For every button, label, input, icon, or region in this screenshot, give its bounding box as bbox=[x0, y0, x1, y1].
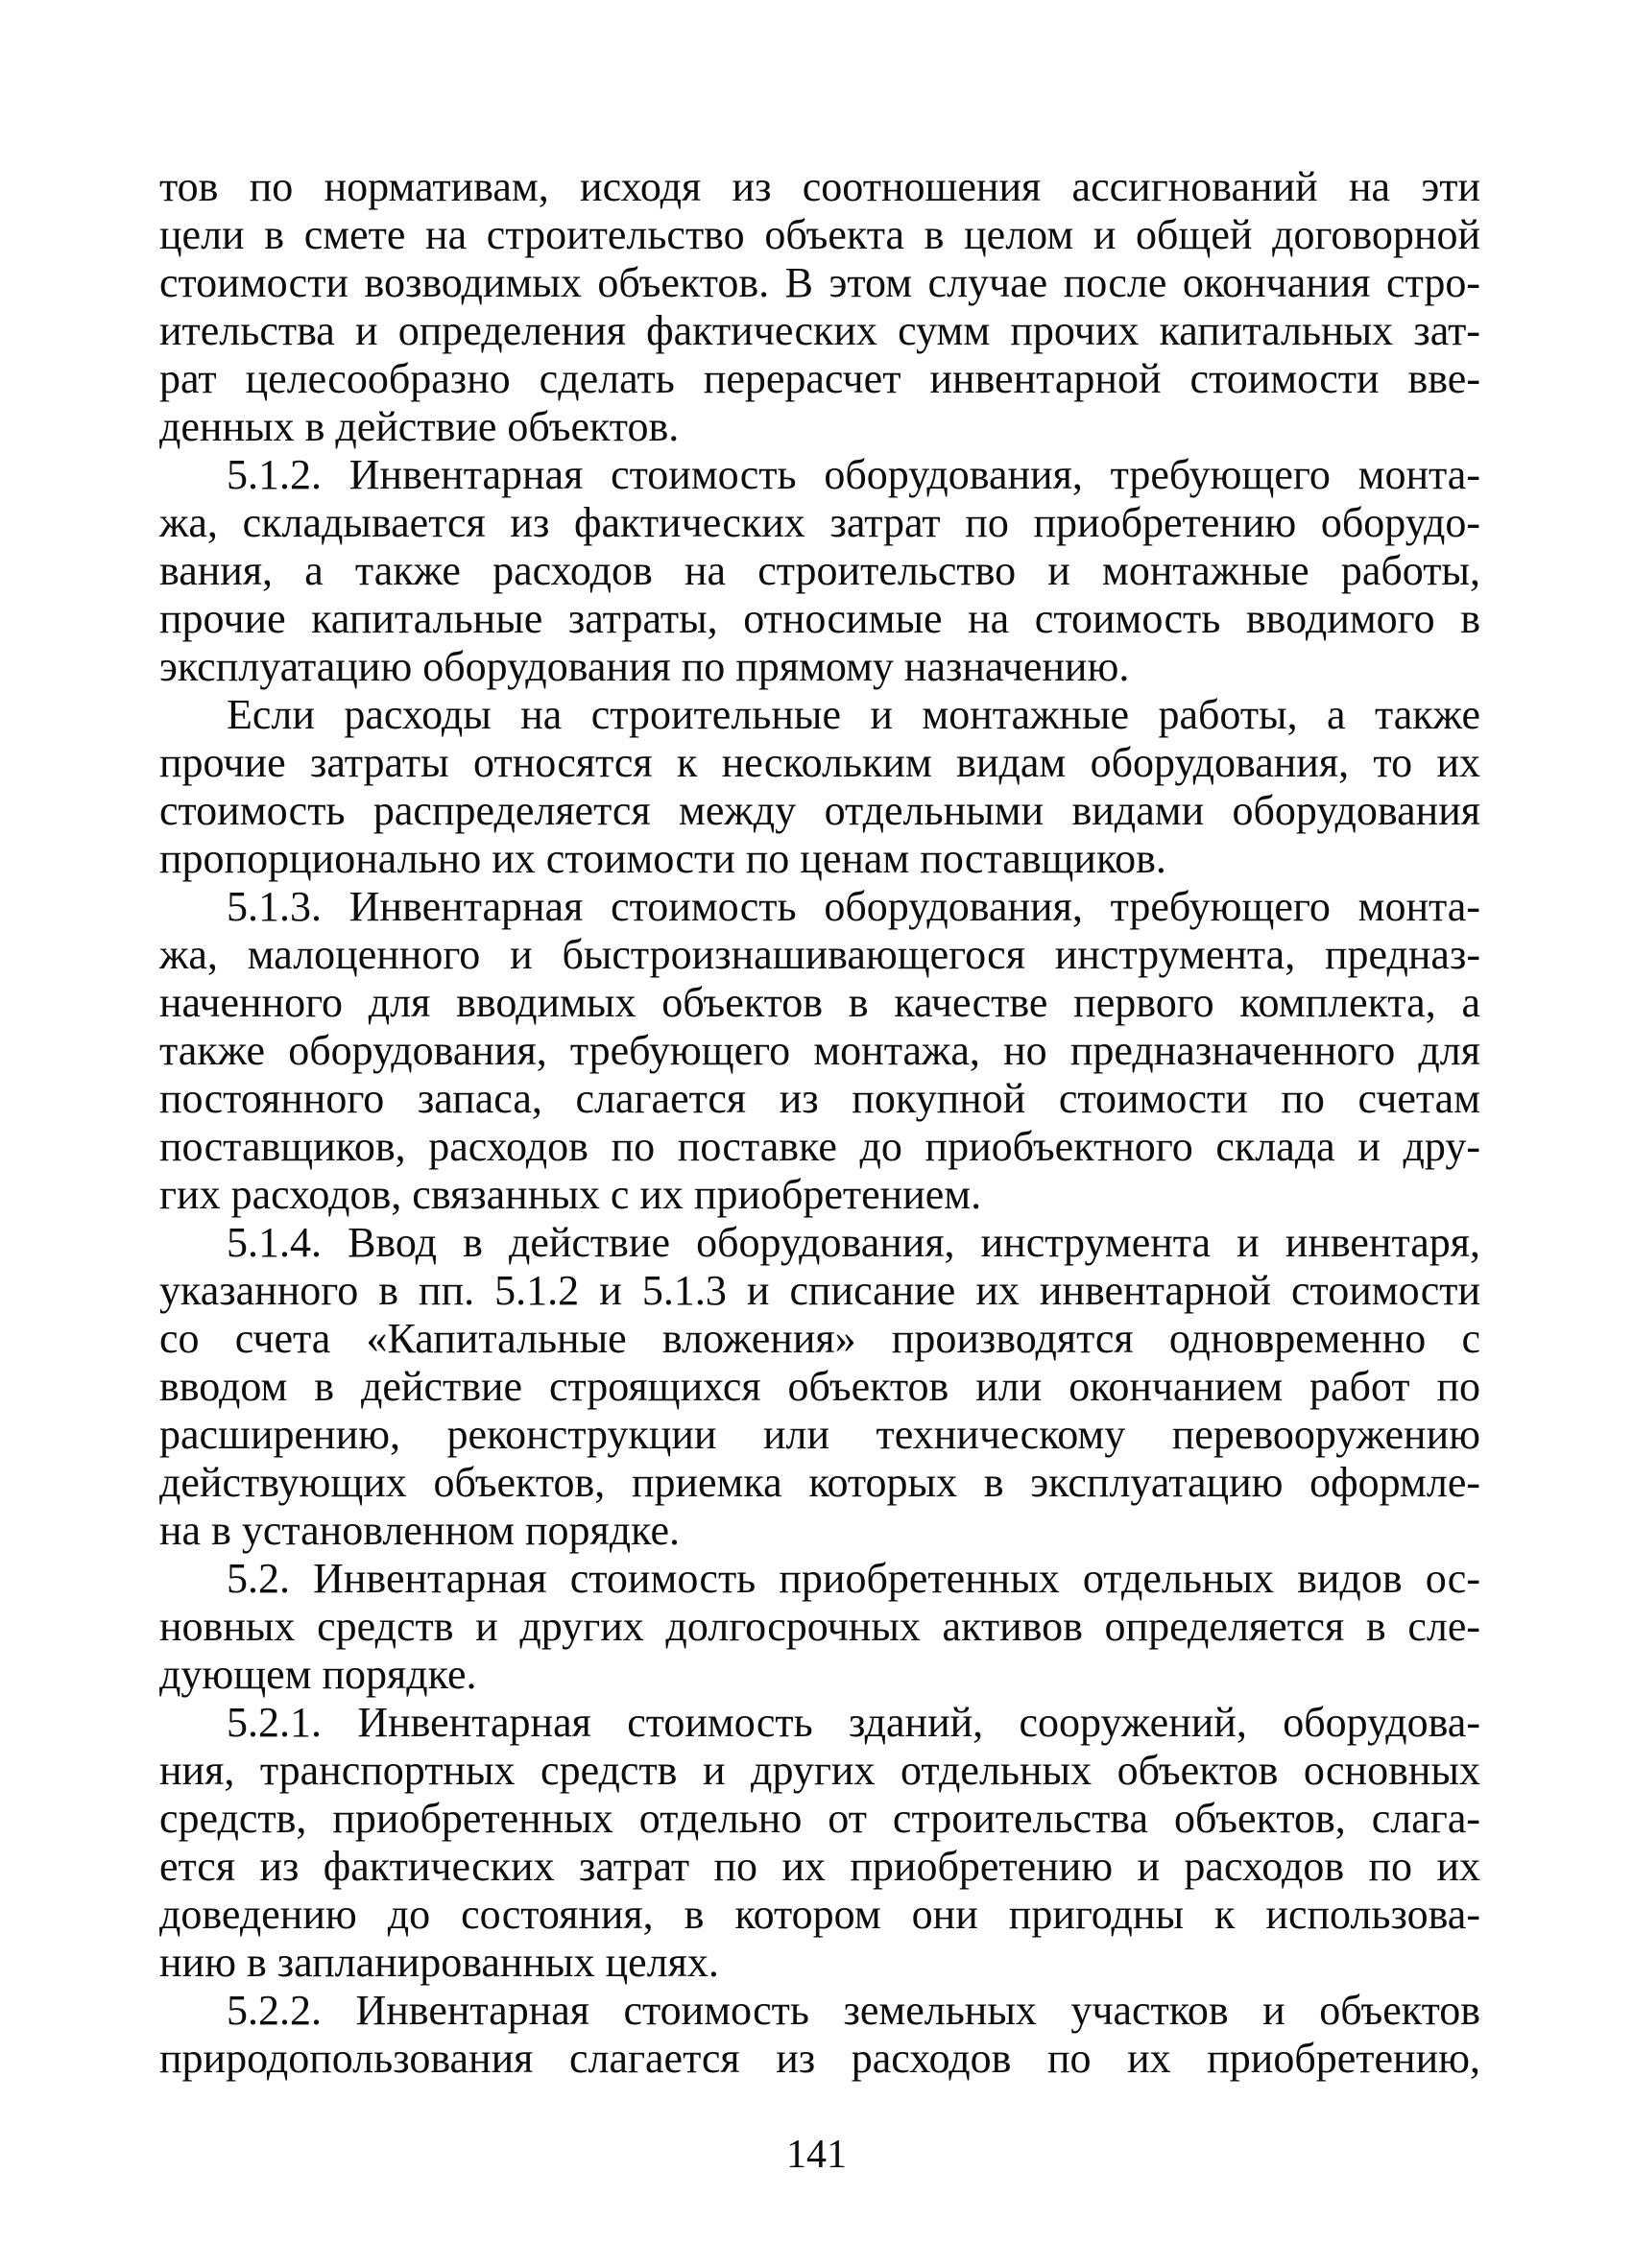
paragraph-5-1-4 bbox=[159, 1219, 1480, 1555]
page-body bbox=[159, 163, 1480, 2083]
text-line: ется из фактических затрат по их приобретению и расходов по их bbox=[159, 1843, 1480, 1890]
text-line: со счета «Капитальные вложения» производятся одновременно с bbox=[159, 1315, 1480, 1362]
text-line: на в установленном порядке. bbox=[159, 1507, 680, 1554]
paragraph-5-1-2 bbox=[159, 451, 1480, 691]
text-line: вводом в действие строящихся объектов или окончанием работ по bbox=[159, 1363, 1480, 1410]
page-number: 141 bbox=[786, 2133, 847, 2177]
text-line: 5.2.2. Инвентарная стоимость земельных участков и объектов bbox=[227, 1987, 1480, 2034]
text-line: жа, малоценного и быстроизнашивающегося инструмента, предназ- bbox=[159, 931, 1480, 978]
text-line: жа, складывается из фактических затрат по приобретению оборудо- bbox=[159, 499, 1480, 546]
paragraph-expenses bbox=[159, 691, 1480, 883]
text-line: эксплуатацию оборудования по прямому назначению. bbox=[159, 643, 1130, 690]
paragraph-5-1-3 bbox=[159, 883, 1480, 1219]
text-line: расширению, реконструкции или техническому перевооружению bbox=[159, 1411, 1480, 1458]
text-line: новных средств и других долгосрочных активов определяется в сле- bbox=[159, 1603, 1480, 1650]
text-line: наченного для вводимых объектов в качестве первого комплекта, а bbox=[159, 979, 1480, 1026]
text-line: также оборудования, требующего монтажа, но предназначенного для bbox=[159, 1027, 1480, 1074]
text-line: средств, приобретенных отдельно от строительства объектов, слага- bbox=[159, 1795, 1480, 1842]
paragraph-5-2 bbox=[159, 1555, 1480, 1699]
text-line: 5.2.1. Инвентарная стоимость зданий, сооружений, оборудова- bbox=[227, 1699, 1480, 1746]
text-line: гих расходов, связанных с их приобретением. bbox=[159, 1171, 982, 1218]
text-line: доведению до состояния, в котором они пригодны к использова- bbox=[159, 1891, 1480, 1938]
text-line: природопользования слагается из расходов по их приобретению, bbox=[159, 2035, 1480, 2082]
text-line: нию в запланированных целях. bbox=[159, 1939, 719, 1986]
text-line: цели в смете на строительство объекта в целом и общей договорной bbox=[159, 211, 1480, 258]
text-line: прочие затраты относятся к нескольким видам оборудования, то их bbox=[159, 739, 1480, 786]
text-line: стоимость распределяется между отдельными видами оборудования bbox=[159, 787, 1480, 834]
paragraph-continuation bbox=[159, 163, 1480, 451]
text-line: 5.2. Инвентарная стоимость приобретенных отдельных видов ос- bbox=[227, 1555, 1480, 1602]
text-line: вания, а также расходов на строительство и монтажные работы, bbox=[159, 547, 1480, 594]
text-line: тов по нормативам, исходя из соотношения ассигнований на эти bbox=[159, 163, 1480, 210]
text-line: прочие капитальные затраты, относимые на стоимость вводимого в bbox=[159, 595, 1480, 642]
text-line: ительства и определения фактических сумм прочих капитальных зат- bbox=[159, 307, 1480, 354]
text-line: ния, транспортных средств и других отдельных объектов основных bbox=[159, 1747, 1480, 1794]
text-line: постоянного запаса, слагается из покупной стоимости по счетам bbox=[159, 1075, 1480, 1122]
text-line: действующих объектов, приемка которых в эксплуатацию оформле- bbox=[159, 1459, 1480, 1506]
text-line: 5.1.3. Инвентарная стоимость оборудования, требующего монта- bbox=[227, 883, 1480, 930]
text-line: стоимости возводимых объектов. В этом случае после окончания стро- bbox=[159, 259, 1480, 306]
text-line: пропорционально их стоимости по ценам поставщиков. bbox=[159, 835, 1166, 882]
text-line: Если расходы на строительные и монтажные работы, а также bbox=[227, 691, 1480, 738]
text-line: 5.1.2. Инвентарная стоимость оборудования, требующего монта- bbox=[227, 451, 1480, 498]
text-line: поставщиков, расходов по поставке до приобъектного склада и дру- bbox=[159, 1123, 1480, 1170]
text-line: денных в действие объектов. bbox=[159, 403, 680, 450]
text-line: указанного в пп. 5.1.2 и 5.1.3 и списание их инвентарной стоимости bbox=[159, 1267, 1480, 1314]
text-line: дующем порядке. bbox=[159, 1651, 477, 1698]
paragraph-5-2-1 bbox=[159, 1699, 1480, 1987]
paragraph-5-2-2 bbox=[159, 1987, 1480, 2083]
text-line: 5.1.4. Ввод в действие оборудования, инструмента и инвентаря, bbox=[227, 1219, 1480, 1266]
text-line: рат целесообразно сделать перерасчет инвентарной стоимости вве- bbox=[159, 355, 1480, 402]
